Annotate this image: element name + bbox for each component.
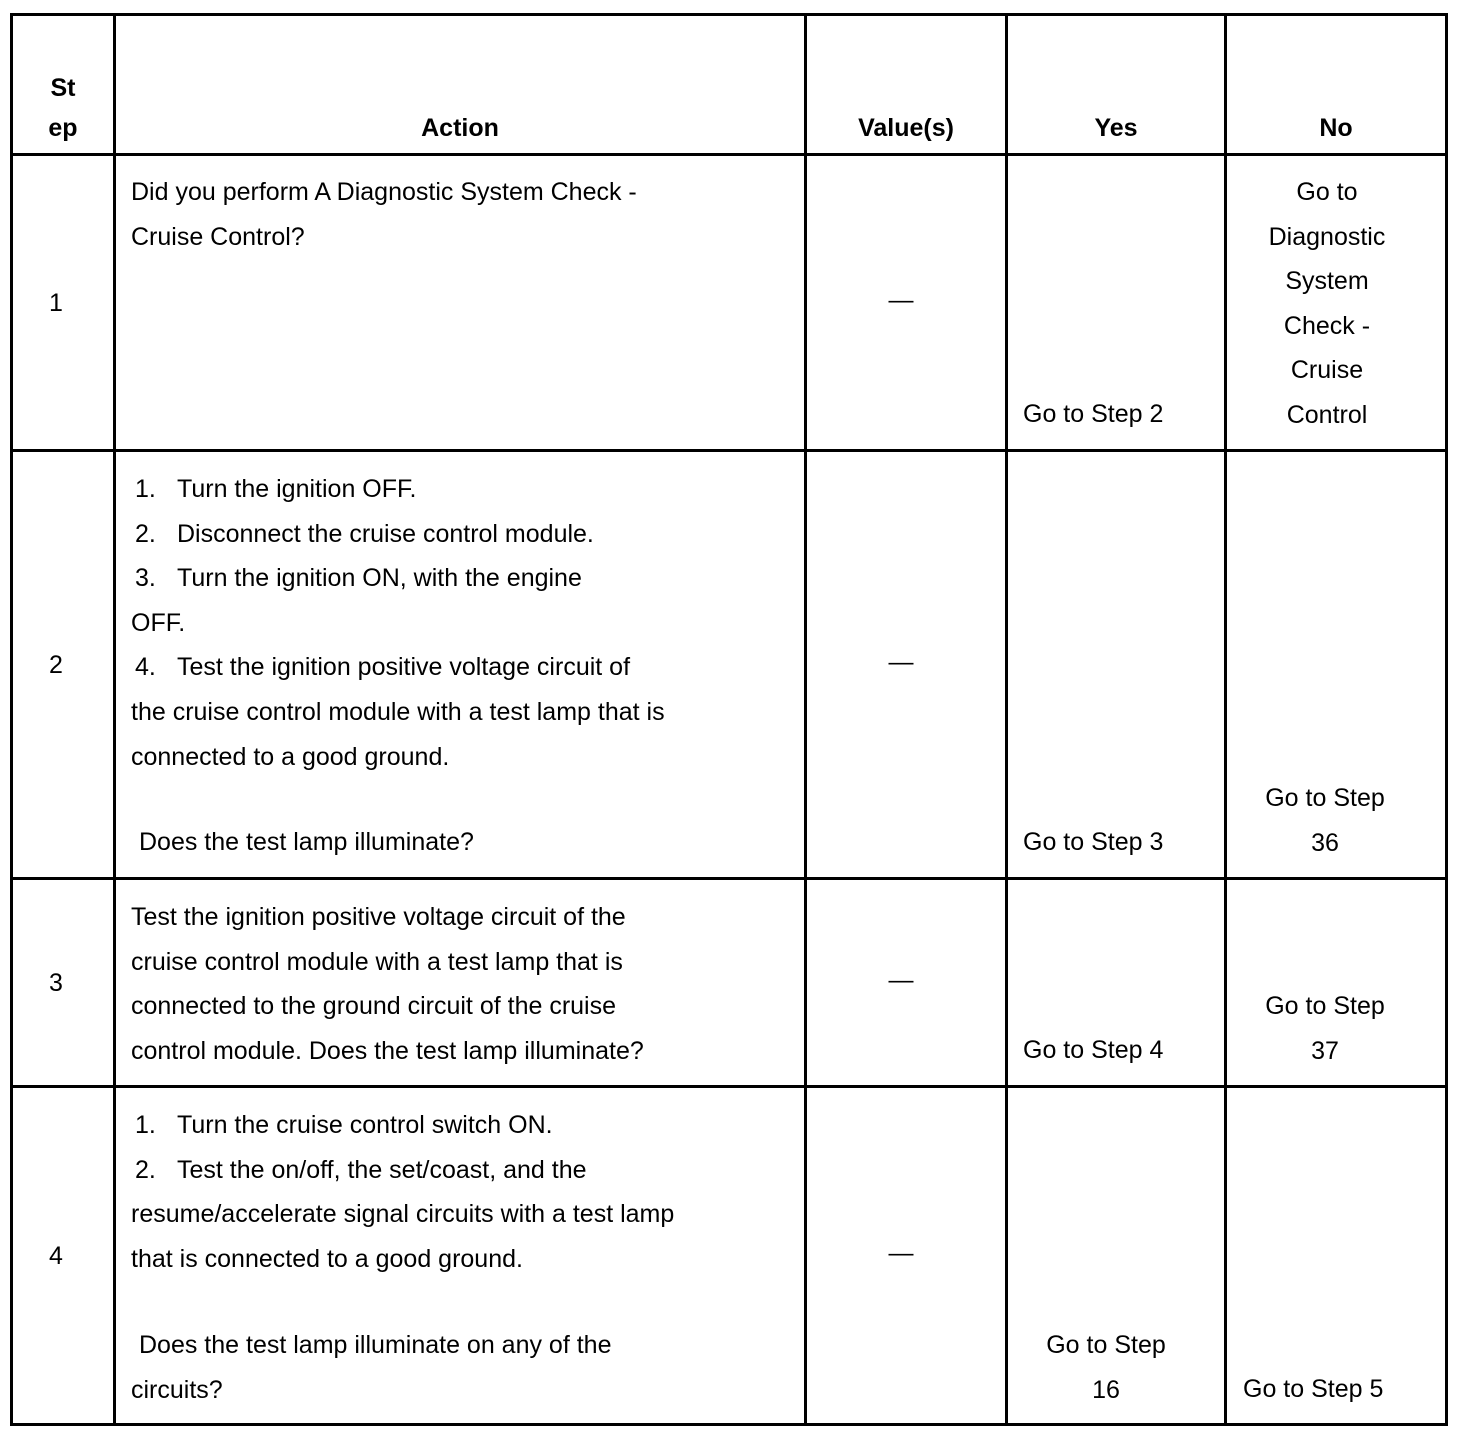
action-cell — [131, 1103, 801, 1281]
yes-cell: Go to Step 2 — [1023, 400, 1164, 428]
header-step-line: ep — [48, 114, 78, 142]
column-divider — [113, 13, 116, 1426]
no-cell — [1227, 984, 1423, 1073]
header-step — [13, 68, 113, 148]
column-divider — [804, 13, 807, 1426]
action-step-item — [131, 645, 801, 690]
no-text: Diagnostic — [1268, 222, 1386, 251]
yes-cell — [1008, 1323, 1204, 1412]
action-question: Does the test lamp illuminate? — [139, 828, 474, 856]
no-text: System — [1285, 267, 1369, 296]
action-text: that is connected to a good ground. — [131, 1244, 523, 1273]
action-step-item — [131, 512, 801, 557]
yes-cell: Go to Step 4 — [1023, 1036, 1164, 1064]
action-cell — [131, 467, 801, 779]
header-step-line: St — [50, 74, 76, 102]
header-yes: Yes — [1094, 114, 1138, 142]
row-divider — [10, 153, 1448, 156]
action-step-number: 4. — [135, 653, 156, 682]
header-action: Action — [421, 114, 499, 142]
action-step-item — [131, 1148, 801, 1193]
row-divider — [10, 1085, 1448, 1088]
row-divider — [10, 877, 1448, 880]
value-dash: — — [888, 286, 914, 314]
action-step-item — [131, 556, 801, 601]
action-step-text: Disconnect the cruise control module. — [177, 519, 594, 548]
no-text: 37 — [1311, 1036, 1339, 1065]
row-divider — [10, 449, 1448, 452]
table-border-top — [10, 13, 1448, 16]
action-step-number: 2. — [135, 1155, 156, 1184]
action-text: Did you perform A Diagnostic System Check - — [131, 178, 637, 206]
action-step-number: 1. — [135, 1111, 156, 1139]
action-step-item — [131, 1103, 801, 1148]
action-text: connected to the ground circuit of the cruise — [131, 992, 617, 1021]
action-text: circuits? — [131, 1375, 223, 1404]
action-cell — [131, 170, 801, 259]
no-text: 36 — [1311, 828, 1339, 857]
yes-text: 16 — [1092, 1375, 1120, 1404]
no-text: Go to Step — [1265, 992, 1385, 1020]
action-text: cruise control module with a test lamp that is — [131, 947, 623, 976]
action-question — [131, 1323, 801, 1412]
action-step-text: Turn the ignition OFF. — [177, 475, 417, 503]
value-dash: — — [888, 648, 914, 676]
table-border-bottom — [10, 1423, 1448, 1426]
step-number: 4 — [49, 1242, 63, 1270]
action-step-text: Test the on/off, the set/coast, and the — [177, 1155, 587, 1184]
step-number: 2 — [49, 651, 63, 679]
yes-text: Go to Step — [1046, 1331, 1166, 1359]
no-cell — [1227, 776, 1423, 865]
no-text: Check - — [1283, 311, 1371, 340]
no-text: Control — [1286, 400, 1368, 429]
action-step-text: Turn the cruise control switch ON. — [177, 1111, 553, 1139]
step-number: 3 — [49, 969, 63, 997]
action-step-item — [131, 467, 801, 512]
yes-cell: Go to Step 3 — [1023, 828, 1164, 856]
action-text: control module. Does the test lamp illuminate? — [131, 1036, 644, 1065]
action-step-number: 2. — [135, 519, 156, 548]
action-cell — [131, 895, 801, 1073]
no-text: Go to — [1296, 178, 1358, 206]
no-cell: Go to Step 5 — [1243, 1375, 1384, 1403]
action-text: Does the test lamp illuminate on any of the — [139, 1331, 612, 1359]
column-divider — [1005, 13, 1008, 1426]
no-text: Go to Step — [1265, 784, 1385, 812]
action-text: Test the ignition positive voltage circuit of the — [131, 903, 626, 931]
table-border-right — [1445, 13, 1448, 1426]
action-step-text: Turn the ignition ON, with the engine — [177, 564, 582, 593]
action-step-text: Test the ignition positive voltage circuit of — [177, 653, 631, 682]
action-text: OFF. — [131, 608, 186, 637]
header-no: No — [1319, 114, 1353, 142]
value-dash: — — [888, 1239, 914, 1267]
value-dash: — — [888, 966, 914, 994]
action-text: resume/accelerate signal circuits with a test lamp — [131, 1200, 675, 1229]
step-number: 1 — [49, 289, 63, 317]
no-text: Cruise — [1290, 356, 1364, 385]
action-text: connected to a good ground. — [131, 742, 450, 771]
no-cell — [1227, 170, 1427, 438]
action-step-number: 3. — [135, 564, 156, 593]
header-values: Value(s) — [858, 114, 954, 142]
action-text: Cruise Control? — [131, 222, 305, 251]
action-text: the cruise control module with a test lamp that is — [131, 697, 665, 726]
action-step-number: 1. — [135, 475, 156, 503]
table-border-left — [10, 13, 13, 1426]
